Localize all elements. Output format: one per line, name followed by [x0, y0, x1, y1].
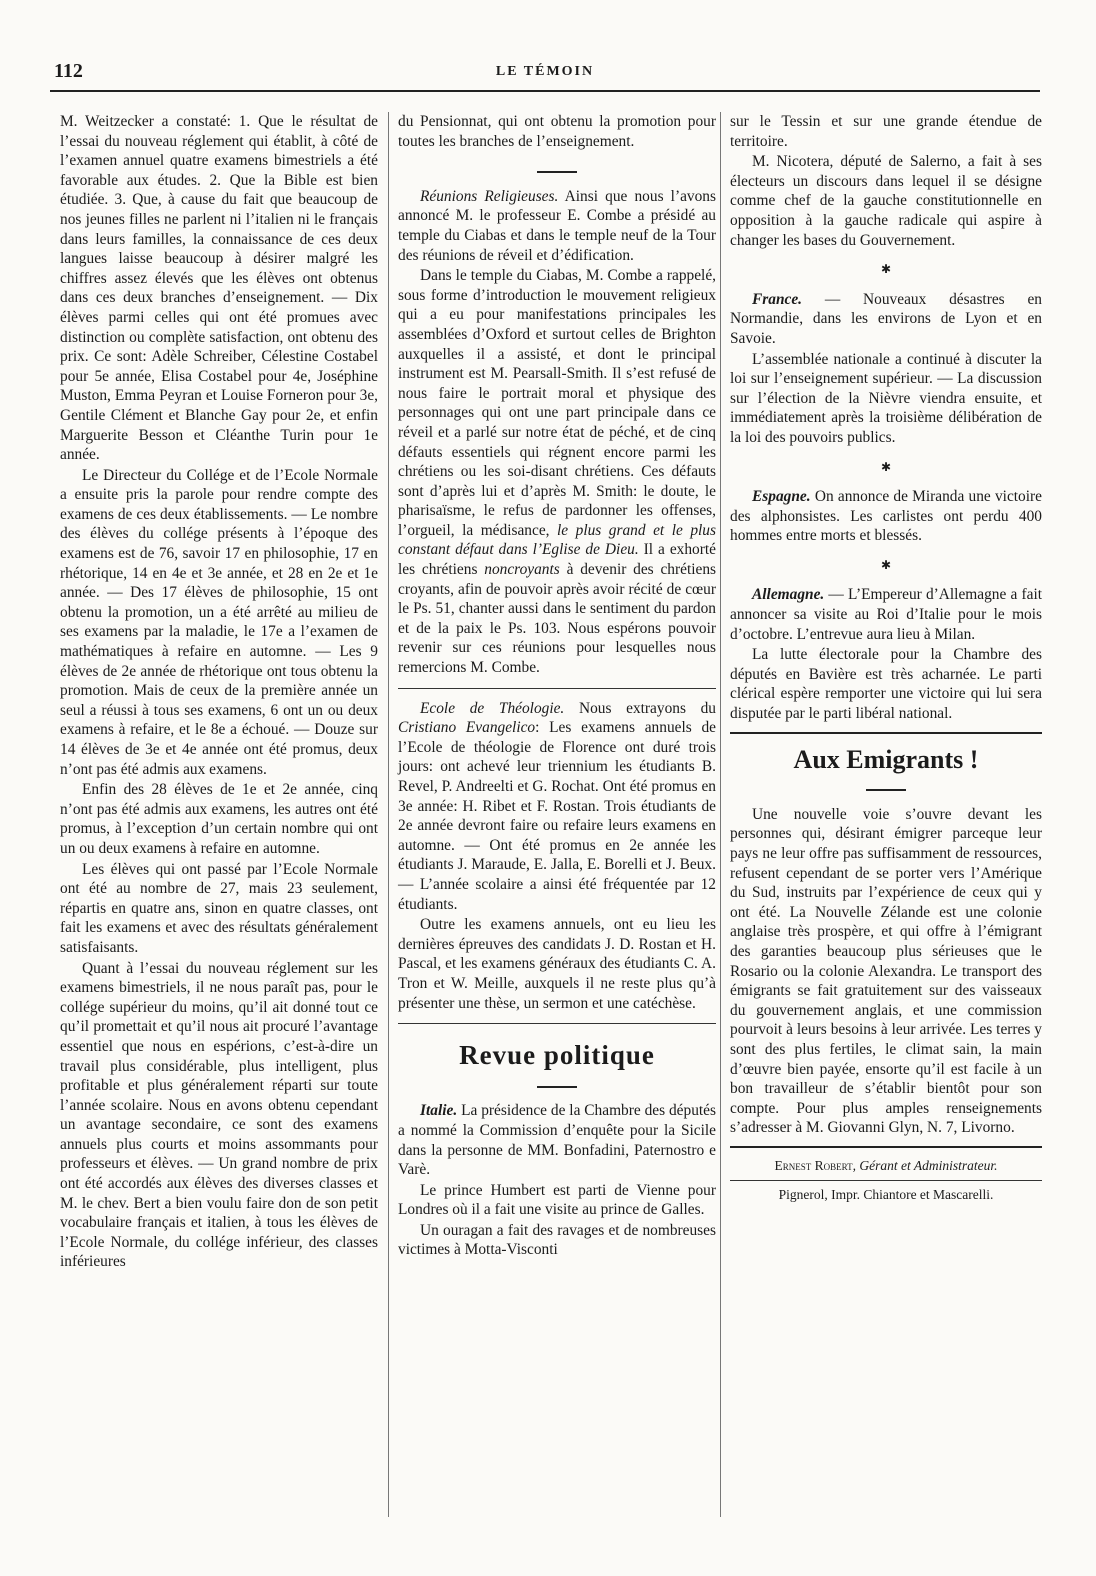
paragraph-text: : Les examens annuels de l’Ecole de théologie de Florence ont duré trois jours: ont achevé leur triennium les étudiants B. Revel, P. Andreelti et G. Rochat. Ont été promus en 3e année: H. Ribet et F. Rostan. Trois étudiants de 2e année devront faire ou refaire leurs examens en automne. — Ont été promus en 2e année les étudiants J. Maraude, E. Jalla, E. Borelli et J. Beux. — L’année scolaire a ainsi été fréquentée par 12 étudiants. — [398, 719, 717, 913]
paragraph-text: Dans le temple du Ciabas, M. Combe a rappelé, sous forme d’introduction le mouvement religieux qui a eu pour manifestations principales les assemblées d’Oxford et surtout celles de Brighton auxquelles il a assisté, et dont le principal instrument est M. Pearsall-Smith. Il s’est refusé de nous faire le portrait moral et physique des personnages qui ont une part principale dans ce réveil et a parlé sur notre état de péché, et de cinq défauts essentiels qui régnent encore parmi les chrétiens ou les soi-disant chrétiens. Ces défauts sont d’après lui et d’après M. Smith: le doute, le pharisaïsme, le refus de pardonner les offenses, l’orgueil, la médisance, — [398, 267, 716, 539]
section-label: Réunions Religieuses. — [420, 187, 559, 205]
column-3 — [730, 112, 1042, 1205]
reunions-paragraph — [398, 187, 716, 265]
ecole-paragraph — [398, 699, 716, 915]
article-paragraph — [398, 266, 716, 677]
paragraph-text: — L’Empereur d’Allemagne a fait annoncer sa visite au Roi d’Italie pour le mois d’octobre. L’entrevue aura lieu à Milan. — [730, 586, 1042, 643]
separator-dash — [730, 777, 1042, 797]
section-label: Ecole de Théologie. — [420, 699, 565, 717]
italic-text: le plus grand et le plus constant défaut dans l’Eglise de Dieu. — [398, 521, 716, 559]
espagne-paragraph — [730, 487, 1042, 546]
section-rule — [398, 688, 716, 689]
paragraph-text: Nous extrayons du — [564, 699, 716, 717]
article-paragraph: Le prince Humbert est parti de Vienne pour Londres où il a fait une visite au prince de Galles. — [398, 1181, 716, 1219]
column-1 — [60, 112, 378, 1273]
gerant-line — [730, 1156, 1042, 1176]
emigrants-heading: Aux Emigrants ! — [793, 744, 979, 774]
paragraph-text: La présidence de la Chambre des députés a nommé la Commission d’enquête pour la Sicile dans la personne de MM. Bonfadini, Paternostro e Varè. — [398, 1102, 716, 1179]
separator-dash — [398, 159, 716, 179]
article-paragraph: Les élèves qui ont passé par l’Ecole Normale ont été au nombre de 27, mais 23 seulement, répartis en quatre ans, sinon en quatre classes, ont fait les examens et avec des résultats généralement satisfaisants. — [60, 860, 378, 956]
asterisk-ornament: ✱ — [880, 557, 892, 572]
article-paragraph: Outre les examens annuels, ont eu lieu les dernières épreuves des candidats J. D. Rostan et H. Pascal, et les examens généraux des étudiants C. A. Tron et W. Meille, auxquels il ne reste plus qu’à présenter une thèse, un sermon et une catéchèse. — [398, 916, 716, 1012]
country-label: Allemagne. — [752, 586, 825, 604]
gerant-role: , Gérant et Administrateur. — [852, 1157, 998, 1173]
section-rule — [730, 1180, 1042, 1181]
allemagne-paragraph — [730, 585, 1042, 644]
italie-paragraph — [398, 1101, 716, 1179]
asterisk-ornament: ✱ — [880, 459, 892, 474]
article-paragraph: Un ouragan a fait des ravages et de nombreuses victimes à Motta-Visconti — [398, 1221, 716, 1259]
column-divider — [388, 112, 389, 1517]
page-number: 112 — [54, 60, 83, 82]
country-label: France. — [752, 290, 803, 308]
newspaper-title: LE TÉMOIN — [495, 64, 595, 79]
article-paragraph: M. Weitzecker a constaté: 1. Que le résultat de l’essai du nouveau réglement qui établit, à côté de l’examen annuel quatre examens bimestriels a été favorable aux études. 2. Que la Bible est bien étudiée. 3. Que, à cause du fait que beaucoup de nos jeunes filles ne parlent ni l’italien ni le français dans leurs familles, la connaissance de ces deux langues laisse beaucoup à désirer malgré les chiffres assez élevés que les élèves ont obtenus dans ces deux branches d’enseignement. — Dix élèves parmi celles qui ont été promues avec distinction ou complète satisfaction, ont obtenu des prix. Ce sont: Adèle Schreiber, Célestine Costabel pour 5e année, Elisa Costabel pour 4e, Joséphine Muston, Emma Peyran et Louise Forneron pour 3e, Gentile Clément et Blanche Gay pour 2e, et enfin Marguerite Besson et Cléanthe Turin pour 1e année. — [60, 113, 378, 464]
article-paragraph: Le Directeur du Collége et de l’Ecole Normale a ensuite pris la parole pour rendre compte des examens de ces deux établissements. — Le nombre des élèves du collége présents à l’époque des examens est de 76, savoir 17 en philosophie, 17 en rhétorique, 14 en 4e et 3e année, et 28 en 2e et 1e année. — Des 17 élèves de philosophie, 15 ont obtenu la promotion, un a été arrêté au milieu de ses examens par la maladie, le 17e a l’examen de mathématiques à refaire en automne. — Les 9 élèves de 2e année de rhétorique ont tous obtenu la promotion. Mais de ceux de la première année un seul a réussi à tous ses examens, 6 ont un ou deux examens à refaire, et le 8e a échoué. — Douze sur 14 élèves de 3e et 4e année ont été promus, deux n’ont pas été admis aux examens. — [60, 466, 378, 778]
gerant-name: Ernest Robert — [774, 1157, 853, 1173]
italic-text: Cristiano Evangelico — [398, 719, 536, 737]
column-divider — [720, 112, 721, 1517]
france-paragraph — [730, 290, 1042, 349]
paragraph-text: Il a exhorté les chrétiens — [398, 541, 716, 579]
country-label: Italie. — [420, 1102, 458, 1120]
revue-politique-heading: Revue politique — [459, 1040, 655, 1071]
asterisk-ornament: ✱ — [880, 262, 892, 277]
printer-line: Pignerol, Impr. Chiantore et Mascarelli. — [778, 1186, 994, 1202]
emigrants-paragraph: Une nouvelle voie s’ouvre devant les personnes qui, désirant émigrer parceque leur pays ne leur offre pas suffisamment de ressources, refusent cependant de se porter vers l’Amérique du Sud, instruits par l’expérience de ceux qui y ont été. La Nouvelle Zélande est une colonie anglaise très prospère, et qui offre à l’émigrant des garanties beaucoup plus sérieuses que le Rosario ou la colonie Alexandra. Le transport des émigrants se fait gratuitement sur des vaisseaux du gouvernement anglais, et une commission pourvoit à leurs besoins à leur arrivée. Les terres y sont des plus fertiles, le climat sain, la main d’œuvre bien payée, ensorte qu’il est facile à un bon travailleur de s’établir bientôt pour son compte. Pour plus amples renseignements s’adresser à M. Giovanni Glyn, N. 7, Livorno. — [730, 805, 1042, 1137]
section-rule — [398, 1023, 716, 1024]
column-2 — [398, 112, 716, 1261]
page-header — [50, 56, 1040, 92]
article-paragraph: Enfin des 28 élèves de 1e et 2e année, cinq n’ont pas été admis aux examens, les autres ont été promus, à l’exception d’un certain nombre qui ont un ou deux examens à refaire en automne. — [60, 781, 378, 857]
paragraph-text: Ainsi que nous l’avons annoncé M. le professeur E. Combe a présidé au temple du Ciabas et dans le temple neuf de la Tour des réunions de réveil et d’édification. — [398, 187, 716, 264]
italic-text: noncroyants — [484, 561, 560, 579]
country-label: Espagne. — [752, 488, 811, 506]
section-rule — [730, 1146, 1042, 1148]
paragraph-text: à devenir des chrétiens croyants, afin de pouvoir après avoir récité de cœur le Ps. 51, chanter aussi dans le sentiment du pardon et de la paix le Ps. 103. Nous espérons pouvoir revenir sur ces réunions pour lesquelles nous remercions M. Combe. — [398, 561, 717, 677]
article-paragraph: La lutte électorale pour la Chambre des députés en Bavière est très acharnée. Le parti clérical espère remporter une victoire qui lui sera disputée par le parti libéral national. — [730, 646, 1042, 723]
article-paragraph: M. Nicotera, député de Salerno, a fait à ses électeurs un discours dans lequel il se désigne comme chef de la gauche constitutionnelle en opposition à la gauche radicale qui aspire à changer les bases du Gouvernement. — [730, 153, 1042, 249]
article-paragraph: du Pensionnat, qui ont obtenu la promotion pour toutes les branches de l’enseignement. — [398, 113, 716, 150]
paragraph-text: On annonce de Miranda une victoire des alphonsistes. Les carlistes ont perdu 400 hommes entre morts et blessés. — [730, 488, 1042, 545]
article-paragraph: L’assemblée nationale a continué à discuter la loi sur l’enseignement supérieur. — La discussion sur l’élection de la Nièvre viendra ensuite, et immédiatement après la troisième délibération de la loi des pouvoirs publics. — [730, 350, 1042, 446]
separator-dash — [398, 1074, 716, 1094]
article-paragraph: Quant à l’essai du nouveau réglement sur les examens bimestriels, il ne nous paraît pas, pour le collége supérieur du moins, qu’il ait donné tout ce qu’il promettait et qu’il nous ait procuré l’avantage essentiel que nous en espérions, c’est-à-dire un travail plus considérable, plus intelligent, plus profitable et plus généralement réparti sur toute l’année scolaire. Nous en avons obtenu cependant un avantage secondaire, ce sont des examens annuels plus courts et moins assommants pour professeurs et élèves. — Un grand nombre de prix ont été accordés aux élèves des diverses classes et M. le chev. Bert a bien voulu faire don de son petit vocabulaire français et italien, à tous les élèves de l’Ecole Normale, du collége inférieur, des classes inférieures — [60, 959, 378, 1271]
article-paragraph: sur le Tessin et sur une grande étendue de territoire. — [730, 113, 1042, 150]
section-rule — [730, 732, 1042, 734]
paragraph-text: — Nouveaux désastres en Normandie, dans les environs de Lyon et en Savoie. — [730, 290, 1042, 347]
